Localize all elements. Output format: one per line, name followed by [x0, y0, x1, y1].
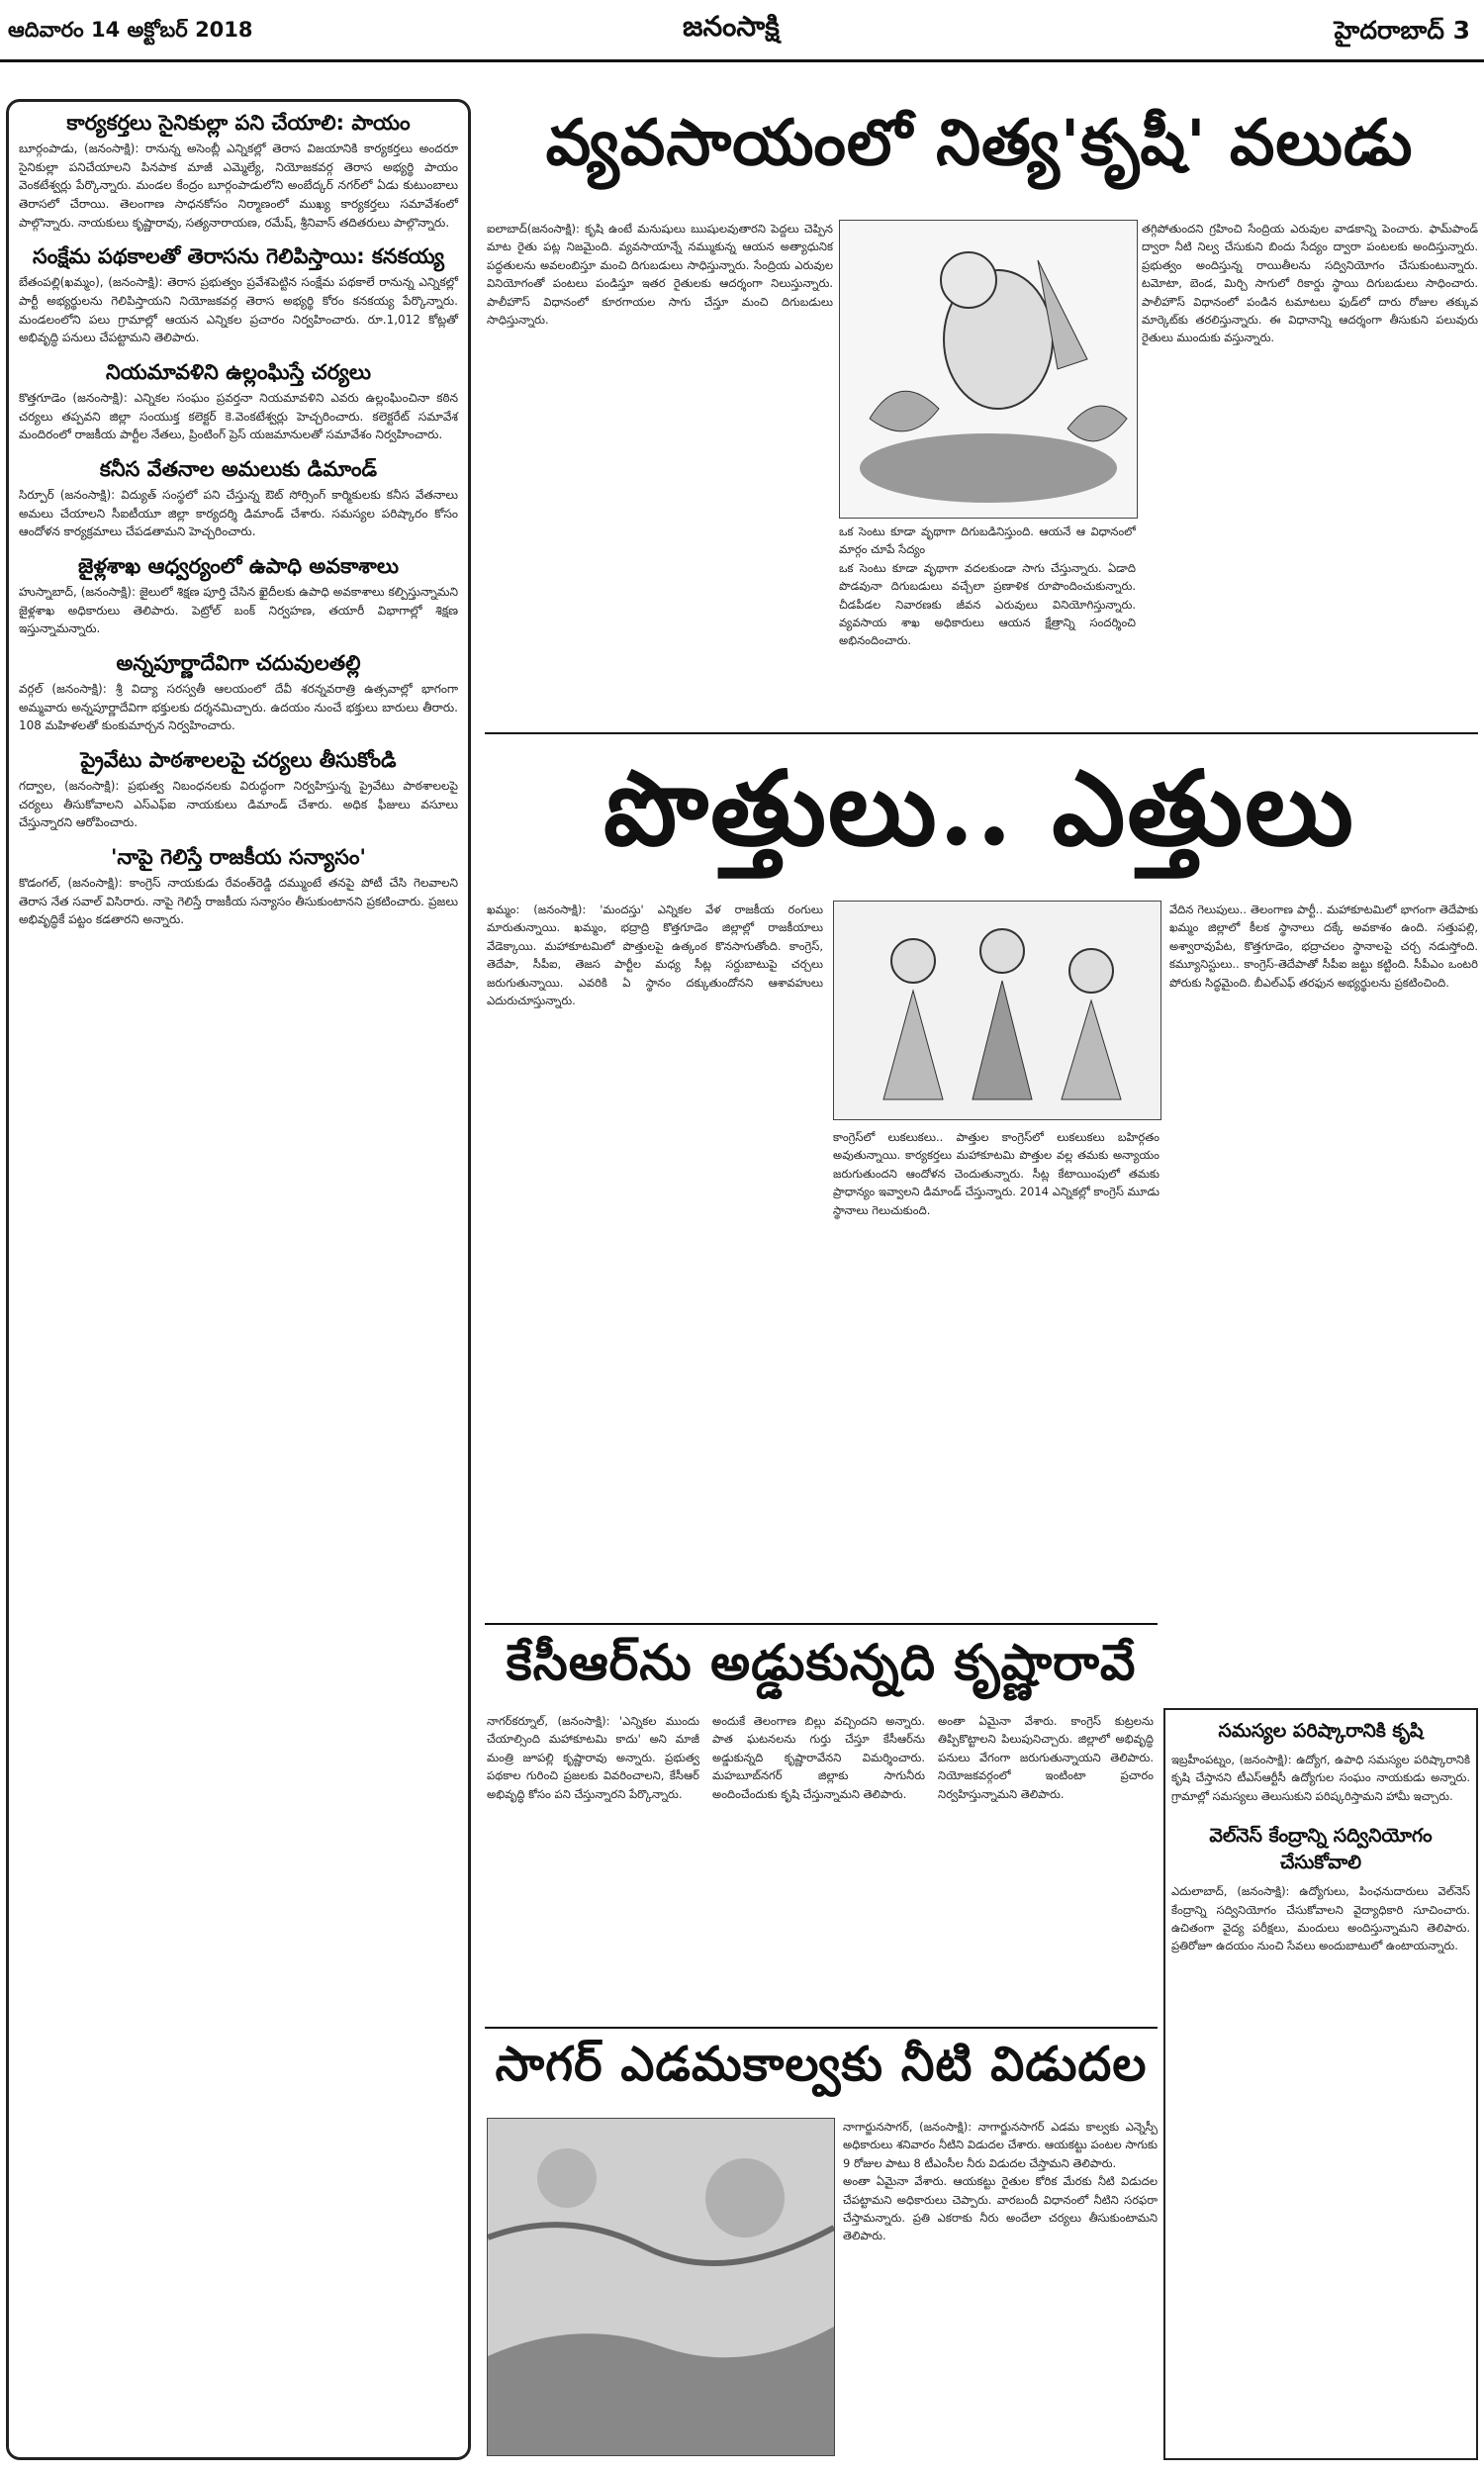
sidebar-article	[9, 448, 468, 545]
article-headline: సంక్షేమ పథకాలతో తెరాసను గెలిపిస్తాయి: కనకయ్య	[33, 244, 444, 269]
kcr-col-2	[712, 1712, 925, 1803]
pothulu-headline: పొత్తులు.. ఎత్తులు	[603, 747, 1355, 869]
sidebar-article	[9, 836, 468, 933]
lead-photo-caption-block	[839, 523, 1136, 650]
header-date: ఆదివారం 14 అక్టోబర్ 2018	[8, 18, 253, 42]
article-body: హుస్నాబాద్, (జనంసాక్షి): జైలులో శిక్షణ పూర్తి చేసిన ఖైదీలకు ఉపాధి అవకాశాలు కల్పిస్తున్నామని జైళ్లశాఖ అధికారులు తెలిపారు. పెట్రోల్ బంక్ నిర్వహణ, తయారీ విభాగాల్లో శిక్షణ ఇస్తున్నామన్నారు.	[19, 585, 458, 636]
article-headline: కార్యకర్తలు సైనికుల్లా పని చేయాలి: పాయం	[66, 111, 411, 135]
lead-caption: ఒక సెంటు కూడా వృథాగా దిగుబడినిస్తుంది. ఆయనే ఆ విధానంలో మార్గం చూపే సేద్యం	[839, 524, 1136, 557]
article-headline: అన్నపూర్ణాదేవిగా చదువులతల్లి	[116, 650, 361, 675]
lead-headline: వ్యవసాయంలో నిత్య'కృషీ' వలుడు	[545, 106, 1414, 180]
lead-col-1	[487, 220, 833, 329]
pothulu-col-2	[833, 1128, 1159, 1219]
divider	[485, 1623, 1158, 1625]
rightbox-headline-1: సమస్యల పరిష్కారానికి కృషి	[1218, 1720, 1424, 1742]
sagar-body-2: అంతా ఏమైనా వేశారు. ఆయకట్టు రైతుల కోరిక మేరకు నీటి విడుదల చేపట్టామని అధికారులు చెప్పారు. వారబందీ విధానంలో నీటిని సరఫరా చేస్తామన్నారు. ప్రతి ఎకరాకు నీరు అందేలా చర్యలు తీసుకుంటామని తెలిపారు.	[843, 2174, 1158, 2243]
article-headline: నియమావళిని ఉల్లంఘిస్తే చర్యలు	[106, 359, 371, 384]
article-body: బూర్గంపాడు, (జనంసాక్షి): రానున్న అసెంబ్లీ ఎన్నికల్లో తెరాస విజయానికి కార్యకర్తలు అందరూ సైనికుల్లా పనిచేయాలని పినపాక మాజీ ఎమ్మెల్యే, నియోజకవర్గ తెరాస అభ్యర్థి పాయం వెంకటేశ్వర్లు పేర్కొన్నారు. మండల కేంద్రం బూర్గంపాడులోని అంబేద్కర్ నగర్‌లో ఏడు కుటుంబాలు తెరాసలో చేరాయి. తెలంగాణ సాధనకోసం నిర్మాణంలో ముఖ్య కార్యకర్తలు సమావేశంలో పాల్గొన్నారు. నాయకులు కృష్ణారావు, సత్యనారాయణ, రమేష్, శ్రీనివాస్ తదితరులు పాల్గొన్నారు.	[19, 142, 458, 230]
page-header	[0, 0, 1484, 62]
article-body: సిర్పూర్ (జనంసాక్షి): విద్యుత్ సంస్థలో పని చేస్తున్న ఔట్ సోర్సింగ్ కార్మికులకు కనీస వేతనాలు అమలు చేయాలని సీఐటీయూ జిల్లా కార్యదర్శి డిమాండ్ చేశారు. సమస్యల పరిష్కారం కోసం ఆందోళన కార్యక్రమాలు చేపడతామని హెచ్చరించారు.	[19, 488, 458, 539]
canal-photo	[487, 2118, 835, 2456]
divider	[485, 2027, 1158, 2029]
sidebar-article	[9, 236, 468, 351]
sidebar-article	[9, 545, 468, 642]
sidebar-article	[9, 351, 468, 448]
article-body: గద్వాల, (జనంసాక్షి): ప్రభుత్వ నిబంధనలకు విరుద్ధంగా నిర్వహిస్తున్న ప్రైవేటు పాఠశాలలపై చర్యలు తీసుకోవాలని ఎస్ఎఫ్ఐ నాయకులు డిమాండ్ చేశారు. అధిక ఫీజులు వసూలు చేస్తున్నారని ఆరోపించారు.	[19, 779, 458, 830]
kcr-body-2: అందుకే తెలంగాణ బిల్లు వచ్చిందని అన్నారు. పాత ఘటనలను గుర్తు చేస్తూ కేసీఆర్‌ను అడ్డుకున్నది కృష్ణారావేనని విమర్శించారు. మహబూబ్‌నగర్ జిల్లాకు సాగునీరు అందించేందుకు కృషి చేస్తున్నామని తెలిపారు.	[712, 1714, 925, 1801]
lead-body-2: ఒక సెంటు కూడా వృథాగా వదలకుండా సాగు చేస్తున్నారు. ఏడాది పొడవునా దిగుబడులు వచ్చేలా ప్రణాళిక రూపొందించుకున్నారు. చీడపీడల నివారణకు జీవన ఎరువులు వినియోగిస్తున్నారు. వ్యవసాయ శాఖ అధికారులు ఆయన క్షేత్రాన్ని సందర్శించి అభినందించారు.	[839, 560, 1136, 648]
kcr-body-1: నాగర్‌కర్నూల్, (జనంసాక్షి): 'ఎన్నికల ముందు చేయాల్సింది మహాకూటమి కాదు' అని మాజీ మంత్రి జూపల్లి కృష్ణారావు అన్నారు. ప్రభుత్వ పథకాల గురించి ప్రజలకు వివరించాలని, కేసీఆర్ అభివృద్ధి కోసం పని చేస్తున్నారని పేర్కొన్నారు.	[487, 1714, 699, 1801]
divider	[485, 732, 1478, 734]
pothulu-body-2: కాంగ్రెస్‌లో లుకలుకలు.. పాత్తుల కాంగ్రెస్‌లో లుకలుకలు బహిర్గతం అవుతున్నాయి. కార్యకర్తలు మహాకూటమి పొత్తుల వల్ల తమకు అన్యాయం జరుగుతుందని ఆందోళన చెందుతున్నారు. సీట్ల కేటాయింపులో తమకు ప్రాధాన్యం ఇవ్వాలని డిమాండ్ చేస్తున్నారు. 2014 ఎన్నికల్లో కాంగ్రెస్ మూడు స్థానాలు గెలుచుకుంది.	[833, 1130, 1159, 1217]
sagar-headline: సాగర్‌ ఎడమకాల్వకు నీటి విడుదల	[495, 2037, 1148, 2092]
sidebar-article	[9, 739, 468, 836]
article-body: వర్గల్ (జనంసాక్షి): శ్రీ విద్యా సరస్వతీ ఆలయంలో దేవీ శరన్నవరాత్రి ఉత్సవాల్లో భాగంగా అమ్మవారు అన్నపూర్ణాదేవిగా భక్తులకు దర్శనమిచ్చారు. ఉదయం నుంచే భక్తులు బారులు తీరారు. 108 మహిళలతో కుంకుమార్చన నిర్వహించారు.	[19, 682, 458, 733]
political-cartoon	[833, 901, 1161, 1120]
article-headline: ప్రైవేటు పాఠశాలలపై చర్యలు తీసుకోండి	[80, 747, 397, 772]
lead-col-3	[1142, 220, 1478, 347]
lead-body-1: ఐలాబాద్‌(జనంసాక్షి): కృషి ఉంటే మనుషులు ఋషులవుతారని పెద్దలు చెప్పిన మాట రైతు పట్ల నిజమైంది. వ్యవసాయాన్నే నమ్ముకున్న ఆయన అత్యాధునిక పద్ధతులను అవలంబిస్తూ మంచి దిగుబడులు సాధిస్తున్నారు. సేంద్రియ ఎరువుల వినియోగంతో పంటలు పండిస్తూ ఇతర రైతులకు ఆదర్శంగా నిలుస్తున్నారు. పాలీహౌస్ విధానంలో కూరగాయల సాగు చేస్తూ మంచి దిగుబడులు సాధిస్తున్నారు.	[487, 222, 833, 327]
pothulu-col-3	[1169, 901, 1478, 992]
article-headline: కనీస వేతనాల అమలుకు డిమాండ్	[99, 456, 378, 481]
article-body: కొత్తగూడెం (జనంసాక్షి): ఎన్నికల సంఘం ప్రవర్తనా నియమావళిని ఎవరు ఉల్లంఘించినా కఠిన చర్యలు తప్పవని జిల్లా సంయుక్త కలెక్టర్ కె.వెంకటేశ్వర్లు హెచ్చరించారు. కలెక్టరేట్ సమావేశ మందిరంలో రాజకీయ పార్టీల నేతలు, ప్రింటింగ్ ప్రెస్ యజమానులతో సమావేశం నిర్వహించారు.	[19, 391, 458, 442]
farmer-illustration	[839, 220, 1138, 519]
sidebar-news-column	[6, 99, 471, 2460]
rightbox-body-1: ఇబ్రహీంపట్నం, (జనంసాక్షి): ఉద్యోగ, ఉపాధి సమస్యల పరిష్కారానికి కృషి చేస్తానని టీఎస్‌ఆర్టీసీ ఉద్యోగుల సంఘం నాయకుడు అన్నారు. గ్రామాల్లో సమస్యలు తెలుసుకుని పరిష్కరిస్తామని హామీ ఇచ్చారు.	[1171, 1753, 1470, 1803]
kcr-col-3	[938, 1712, 1154, 1803]
kcr-headline: కేసీఆర్‌ను అడ్డుకున్నది కృష్ణారావే	[506, 1633, 1137, 1691]
sidebar-article	[9, 642, 468, 739]
article-body: బేతంపల్లి(ఖమ్మం), (జనంసాక్షి): తెరాస ప్రభుత్వం ప్రవేశపెట్టిన సంక్షేమ పథకాలే రానున్న ఎన్నికల్లో పార్టీ అభ్యర్థులను గెలిపిస్తాయని నియోజకవర్గ తెరాస అభ్యర్థి కోరం కనకయ్య పేర్కొన్నారు. మండలంలోని పలు గ్రామాల్లో ఆయన ఎన్నికల ప్రచారం నిర్వహించారు. రూ.1,012 కోట్లతో అభివృద్ధి పనులు చేపట్టామని తెలిపారు.	[19, 275, 458, 345]
sidebar-article	[9, 102, 468, 236]
article-body: కొడంగల్, (జనంసాక్షి): కాంగ్రెస్ నాయకుడు రేవంత్‌రెడ్డి దమ్ముంటే తనపై పోటీ చేసి గెలవాలని తెరాస నేత సవాల్ విసిరారు. నాపై గెలిస్తే రాజకీయ సన్యాసం తీసుకుంటానని ప్రకటించారు. ప్రజలు అభివృద్ధికే పట్టం కడతారని అన్నారు.	[19, 876, 458, 927]
pothulu-col-1	[487, 901, 823, 1009]
masthead-logo: జనంసాక్షి	[683, 10, 780, 43]
sagar-text	[843, 2118, 1158, 2245]
pothulu-body-1: ఖమ్మం: (జనంసాక్షి): 'మందస్తు' ఎన్నికల వేళ రాజకీయ రంగులు మారుతున్నాయి. ఖమ్మం, భద్రాద్రి కొత్తగూడెం జిల్లాల్లో రాజకీయాలు వేడెక్కాయి. మహాకూటమిలో పొత్తులపై ఉత్కంఠ కొనసాగుతోంది. కాంగ్రెస్, తెదేపా, సీపీఐ, తెజస పార్టీల మధ్య సీట్ల సర్దుబాటుపై చర్చలు జరుగుతున్నాయి. ఎవరికి ఏ స్థానం దక్కుతుందోనని ఆశావహులు ఎదురుచూస్తున్నారు.	[487, 903, 823, 1007]
kcr-col-1	[487, 1712, 699, 1803]
sagar-body-1: నాగార్జునసాగర్, (జనంసాక్షి): నాగార్జునసాగర్ ఎడమ కాల్వకు ఎన్నెస్పీ అధికారులు శనివారం నీటిని విడుదల చేశారు. ఆయకట్టు పంటల సాగుకు 9 రోజుల పాటు 8 టీఎంసీల నీరు విడుదల చేస్తామని తెలిపారు.	[843, 2120, 1158, 2170]
article-headline: 'నాపై గెలిస్తే రాజకీయ సన్యాసం'	[111, 845, 366, 869]
rightbox-headline-2: వెల్‌నెస్‌ కేంద్రాన్ని సద్వినియోగం చేసుకోవాలి	[1209, 1825, 1433, 1874]
right-news-box	[1163, 1708, 1478, 2460]
article-headline: జైళ్లశాఖ ఆధ్వర్యంలో ఉపాధి అవకాశాలు	[78, 553, 399, 578]
kcr-body-3: అంతా ఏమైనా వేశారు. కాంగ్రెస్ కుట్రలను తిప్పికొట్టాలని పిలుపునిచ్చారు. జిల్లాలో అభివృద్ధి పనులు వేగంగా జరుగుతున్నాయని తెలిపారు. నియోజకవర్గంలో ఇంటింటా ప్రచారం నిర్వహిస్తున్నామని తెలిపారు.	[938, 1714, 1154, 1801]
rightbox-body-2: ఎదులాబాద్, (జనంసాక్షి): ఉద్యోగులు, పింఛనుదారులు వెల్‌నెస్ కేంద్రాన్ని సద్వినియోగం చేసుకోవాలని వైద్యాధికారి సూచించారు. ఉచితంగా వైద్య పరీక్షలు, మందులు అందిస్తున్నామని తెలిపారు. ప్రతిరోజూ ఉదయం నుంచి సేవలు అందుబాటులో ఉంటాయన్నారు.	[1171, 1884, 1470, 1953]
page-label: హైదరాబాద్ 3	[1334, 16, 1470, 45]
pothulu-body-3: వేదిన గెలుపులు.. తెలంగాణ పార్టీ.. మహాకూటమిలో భాగంగా తెదేపాకు ఖమ్మం జిల్లాలో కీలక స్థానాలు దక్కే అవకాశం ఉంది. సత్తుపల్లి, అశ్వారావుపేట, కొత్తగూడెం, భద్రాచలం స్థానాలపై చర్చ నడుస్తోంది. కమ్యూనిస్టులు.. కాంగ్రెస్-తెదేపాతో సీపీఐ జట్టు కట్టింది. సీపీఎం ఒంటరి పోరుకు సిద్ధమైంది. బీఎల్‌ఎఫ్ తరఫున అభ్యర్థులను ప్రకటించింది.	[1169, 903, 1478, 990]
lead-body-3: తగ్గిపోతుందని గ్రహించి సేంద్రియ ఎరువుల వాడకాన్ని పెంచారు. ఫామ్‌పాండ్ ద్వారా నీటి నిల్వ చేసుకుని బిందు సేద్యం ద్వారా పంటలకు అందిస్తున్నారు. ప్రభుత్వం అందిస్తున్న రాయితీలను సద్వినియోగం చేసుకుంటున్నారు. టమోటా, బెండ, మిర్చి సాగులో రికార్డు స్థాయి దిగుబడులు సాధించారు. పాలీహౌస్ విధానంలో పండిన టమాటలు ఫుడ్‌లో దారు రోజుల తక్కువ మార్కెట్‌కు తరలిస్తున్నారు. ఈ విధానాన్ని ఆదర్శంగా తీసుకుని పలువురు రైతులు ముందుకు వస్తున్నారు.	[1142, 222, 1478, 345]
